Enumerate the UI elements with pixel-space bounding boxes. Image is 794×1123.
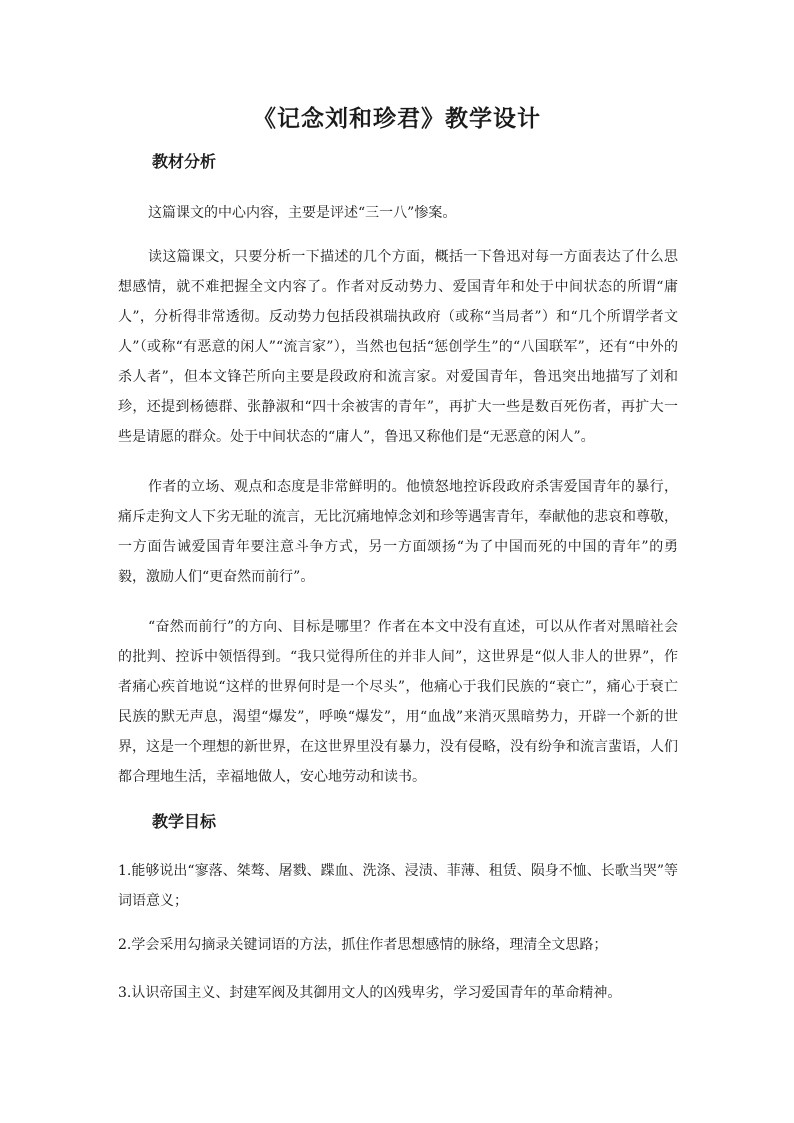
section-heading-material-analysis: 教材分析 xyxy=(152,152,217,171)
paragraph-2: 读这篇课文，只要分析一下描述的几个方面，概括一下鲁迅对每一方面表达了什么思想感情，就不难把握全文内容了。作者对反动势力、爱国青年和处于中间状态的所谓“庸人”，分析得非常透彻。反动势力包括段祺瑞执政府（或称“当局者”）和“几个所谓学者文人”（或称“有恶意的闲人”“流言家”），当然也包括“惩创学生”的“八国联军”，还有“中外的杀人者”，但本文锋芒所向主要是段政府和流言家。对爱国青年，鲁迅突出地描写了刘和珍，还提到杨德群、张静淑和“四十余被害的青年”，再扩大一些是数百死伤者，再扩大一些是请愿的群众。处于中间状态的“庸人”，鲁迅又称他们是“无恶意的闲人”。 xyxy=(118,249,678,445)
document-title: 《记念刘和珍君》教学设计 xyxy=(253,105,541,132)
paragraph-1: 这篇课文的中心内容，主要是评述“三一八”惨案。 xyxy=(148,205,457,221)
goal-item-1: 1.能够说出“寥落、桀骜、屠戮、蹀血、洗涤、浸渍、菲薄、租赁、陨身不恤、长歌当哭”等词语意义； xyxy=(118,863,678,909)
paragraph-4: “奋然而前行”的方向、目标是哪里？作者在本文中没有直述，可以从作者对黑暗社会的批判、控诉中领悟得到。“我只觉得所住的并非人间”，这世界是“似人非人的世界”，作者痛心疾首地说“这样的世界何时是一个尽头”，他痛心于我们民族的“衰亡”，痛心于衰亡民族的默无声息，渴望“爆发”，呼唤“爆发”，用“血战”来消灭黑暗势力，开辟一个新的世界，这是一个理想的新世界，在这世界里没有暴力，没有侵略，没有纷争和流言蜚语，人们都合理地生活，幸福地做人，安心地劳动和读书。 xyxy=(118,619,678,785)
section-heading-teaching-goals: 教学目标 xyxy=(152,812,217,831)
goal-item-3: 3.认识帝国主义、封建军阀及其御用文人的凶残卑劣，学习爱国青年的革命精神。 xyxy=(118,985,622,1001)
paragraph-3: 作者的立场、观点和态度是非常鲜明的。他愤怒地控诉段政府杀害爱国青年的暴行，痛斥走狗文人下劣无耻的流言，无比沉痛地悼念刘和珍等遇害青年，奉献他的悲哀和尊敬，一方面告诫爱国青年要注意斗争方式，另一方面颂扬“为了中国而死的中国的青年”的勇毅，激励人们“更奋然而前行”。 xyxy=(118,479,678,585)
goal-item-2: 2.学会采用勾摘录关键词语的方法，抓住作者思想感情的脉络，理清全文思路； xyxy=(118,937,608,953)
